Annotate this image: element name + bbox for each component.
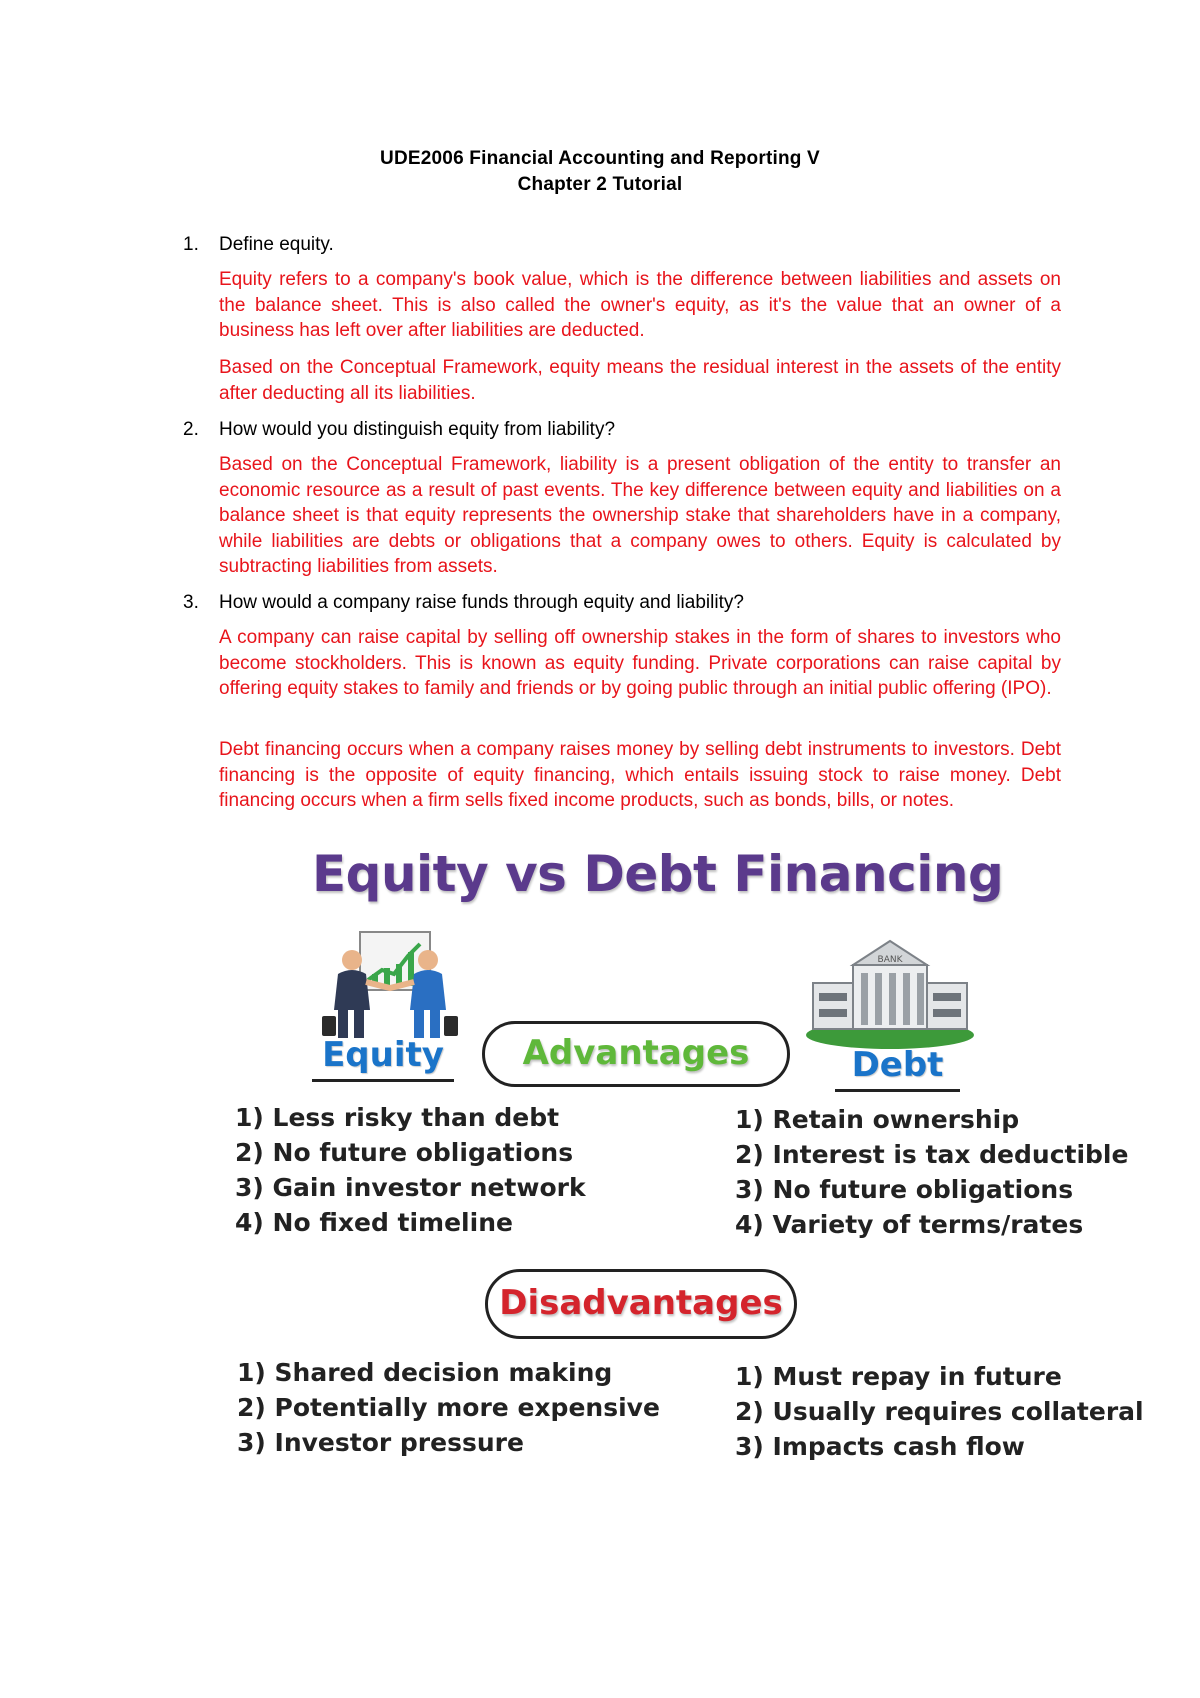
- question-text: Define equity.: [219, 234, 334, 255]
- handshake-icon: [320, 930, 460, 1045]
- equity-vs-debt-infographic: [220, 845, 1144, 1495]
- equity-advantages-list: [235, 1100, 586, 1240]
- question-number: 1.: [183, 234, 199, 255]
- debt-disadvantages-list: [735, 1359, 1144, 1464]
- infographic-title: Equity vs Debt Financing: [312, 845, 1004, 903]
- list-item: 1) Shared decision making: [237, 1358, 613, 1387]
- debt-heading: Debt: [835, 1045, 960, 1092]
- bank-icon: [805, 935, 975, 1050]
- list-item: 2) Potentially more expensive: [237, 1393, 660, 1422]
- bank-sign: BANK: [877, 955, 903, 965]
- list-item: 1) Less risky than debt: [235, 1103, 560, 1132]
- list-item: 1) Must repay in future: [735, 1362, 1062, 1391]
- equity-disadvantages-list: [237, 1355, 660, 1460]
- disadvantages-label: Disadvantages: [485, 1269, 797, 1339]
- list-item: 4) Variety of terms/rates: [735, 1210, 1084, 1239]
- list-item: 2) No future obligations: [235, 1138, 574, 1167]
- debt-advantages-list: [735, 1102, 1128, 1242]
- question-text: How would a company raise funds through equity and liability?: [219, 592, 744, 613]
- list-item: 2) Interest is tax deductible: [735, 1140, 1129, 1169]
- list-item: 4) No fixed timeline: [235, 1208, 513, 1237]
- equity-heading: Equity: [312, 1035, 454, 1082]
- answer-3a: A company can raise capital by selling off ownership stakes in the form of shares to investors who become stockholders. This is known as equity funding. Private corporations can raise capital by offering equity stakes to family and friends or by going public through an initial public offering (IPO).: [219, 627, 1061, 700]
- question-text: How would you distinguish equity from liability?: [219, 419, 616, 440]
- list-item: 3) Impacts cash flow: [735, 1432, 1025, 1461]
- advantages-label: Advantages: [482, 1021, 790, 1087]
- document-header: [0, 146, 1200, 198]
- chapter-subtitle: Chapter 2 Tutorial: [517, 174, 683, 195]
- list-item: 1) Retain ownership: [735, 1105, 1020, 1134]
- list-item: 3) No future obligations: [735, 1175, 1074, 1204]
- question-number: 2.: [183, 419, 199, 440]
- question-number: 3.: [183, 592, 199, 613]
- answer-1b: Based on the Conceptual Framework, equity means the residual interest in the assets of the entity after deducting all its liabilities.: [219, 357, 1061, 404]
- answer-2: Based on the Conceptual Framework, liability is a present obligation of the entity to transfer an economic resource as a result of past events. The key difference between equity and liabilities on a balance sheet is that equity represents the ownership stake that shareholders have in a company, while liabilities are debts or obligations that a company owes to others. Equity is calculated by subtracting liabilities from assets.: [219, 454, 1061, 578]
- answer-1a: Equity refers to a company's book value, which is the difference between liabilities and assets on the balance sheet. This is also called the owner's equity, as it's the value that an owner of a business has left over after liabilities are deducted.: [219, 269, 1061, 342]
- list-item: 3) Investor pressure: [237, 1428, 524, 1457]
- answer-3b: Debt financing occurs when a company raises money by selling debt instruments to investors. Debt financing is the opposite of equity financing, which entails issuing stock to raise money. Debt financing occurs when a firm sells fixed income products, such as bonds, bills, or notes.: [219, 739, 1061, 812]
- list-item: 3) Gain investor network: [235, 1173, 586, 1202]
- list-item: 2) Usually requires collateral: [735, 1397, 1144, 1426]
- course-title: UDE2006 Financial Accounting and Reporting V: [380, 148, 820, 169]
